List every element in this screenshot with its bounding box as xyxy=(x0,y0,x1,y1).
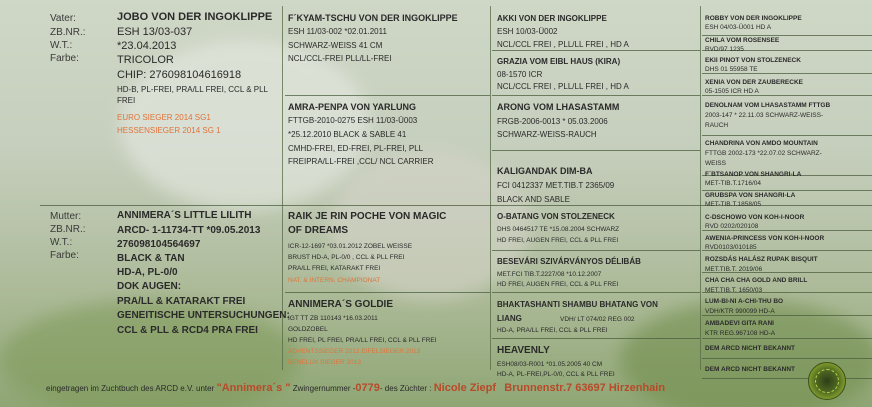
g4-line: RVD0103/010185 xyxy=(705,244,757,251)
ff-line: ESH 11/03-002 *02.01.2011 xyxy=(288,27,387,36)
g4-name: C-DSCHOWO VON KOH-I-NOOR xyxy=(705,214,805,221)
father-zb: ESH 13/03-037 xyxy=(117,26,193,38)
g4-name: EKII PINOT VON STOLZENECK xyxy=(705,57,801,64)
mm-title: BENELUX SIEGER 2013 xyxy=(288,359,361,366)
mmm-line: ESH08/03-R001 *01.05.2005 40 CM xyxy=(497,361,603,368)
g4-name: DEM ARCD NICHT BEKANNT xyxy=(705,366,796,373)
mother-hd: HD-A, PL-0/0 xyxy=(117,267,178,278)
mf-name: RAIK JE RIN POCHE VON MAGIC xyxy=(288,211,447,222)
ff-line: NCL/CCL-FREI PLL/LL-FREI xyxy=(288,54,392,63)
row-divider xyxy=(492,150,700,151)
g4-name: LUM-BI-NI A-CHI-THU BO xyxy=(705,298,784,305)
mmf-line: VDH/ LT 074/02 REG 002 xyxy=(560,316,635,323)
g4-line: RVD 0202/020108 xyxy=(705,223,759,230)
g4-line: RAUCH xyxy=(705,122,729,129)
footer-breeder: Nicole Ziepf xyxy=(433,382,497,394)
father-chip: CHIP: 276098104616918 xyxy=(117,69,242,81)
mother-gen: GENEITISCHE UNTERSUCHUNGEN: xyxy=(117,310,290,321)
fmm-line: FCI 0412337 MET.TIB.T 2365/09 xyxy=(497,181,615,190)
row-divider xyxy=(492,250,700,251)
g4-line: VDH/KTR 990099 HD-A xyxy=(705,308,775,315)
row-divider xyxy=(702,378,872,379)
footer-number: 0779 xyxy=(355,382,380,394)
mother-label: Mutter: xyxy=(50,211,82,222)
mother-farbe-label: Farbe: xyxy=(50,250,79,261)
mff-name: O-BATANG VON STOLZENECK xyxy=(497,212,615,221)
mff-line: DHS 0464517 TE *15.08.2004 SCHWARZ xyxy=(497,226,620,233)
father-label: Vater: xyxy=(50,13,76,24)
g4-line: WEISS xyxy=(705,160,726,167)
g4-name: F´BTSANOP VON SHANGRI-LA xyxy=(705,171,802,178)
g4-name: AMBADEVI GITA RANI xyxy=(705,320,774,327)
mmf-name-cont: LIANG xyxy=(497,314,522,323)
footer-line xyxy=(46,383,665,394)
mmf-name: BHAKTASHANTI SHAMBU BHATANG VON xyxy=(497,300,658,309)
father-health-cont: FREI xyxy=(117,96,136,105)
father-title: EURO SIEGER 2014 SG1 xyxy=(117,113,211,122)
father-zb-label: ZB.NR.: xyxy=(50,27,86,38)
ffm-line: NCL/CCL FREI , PLL/LL FREI , HD A xyxy=(497,82,629,91)
mmm-name: HEAVENLY xyxy=(497,345,550,356)
seal-ring xyxy=(815,369,839,393)
mother-zb: ARCD- 1-11734-TT *09.05.2013 xyxy=(117,225,261,236)
row-divider xyxy=(702,358,872,359)
mfm-name: BESEVÁRI SZIVÁRVÁNYOS DÉLIBÁB xyxy=(497,257,641,266)
father-farbe-label: Farbe: xyxy=(50,53,79,64)
row-divider xyxy=(702,338,872,339)
footer-kennel: "Annimera´s " xyxy=(216,382,291,394)
g4-line: MET.TIB.T. 2019/06 xyxy=(705,266,763,273)
g4-line: MET-TIB.T.1858/05 xyxy=(705,201,761,208)
g4-name: AWENIA-PRINCESS VON KOH-I-NOOR xyxy=(705,235,825,242)
ff-line: SCHWARZ-WEISS 41 CM xyxy=(288,41,383,50)
row-divider xyxy=(285,95,490,96)
g4-name: CHILA VOM ROSENSEE xyxy=(705,37,780,44)
ffm-name: GRAZIA VOM EIBL HAUS (KIRA) xyxy=(497,57,621,66)
father-wt: *23.04.2013 xyxy=(117,40,177,52)
father-farbe: TRICOLOR xyxy=(117,54,174,66)
mother-ccl: CCL & PLL & RCD4 PRA FREI xyxy=(117,325,258,336)
g4-name: ROZSDÁS HALÁSZ RUPAK BISQUIT xyxy=(705,256,818,263)
mf-name-cont: OF DREAMS xyxy=(288,225,348,236)
footer-address: Brunnenstr.7 63697 Hirzenhain xyxy=(504,382,666,394)
footer-text: - des Züchter : xyxy=(379,384,432,393)
g4-name: DEM ARCD NICHT BEKANNT xyxy=(705,345,796,352)
g4-line: DHS 01 55958 TE xyxy=(705,66,758,73)
mm-line: IGT TT ZB 110143 *16.03.2011 xyxy=(288,315,378,322)
g4-line: MET.TIB.T. 1650/03 xyxy=(705,287,763,294)
row-divider xyxy=(702,190,872,191)
ff-name: F´KYAM-TSCHU VON DER INGOKLIPPE xyxy=(288,13,458,23)
row-divider xyxy=(702,135,872,136)
footer-text: eingetragen im Zuchtbuch des ARCD e.V. unter xyxy=(46,384,215,393)
g4-line: ESH 04/03-Ü001 HD A xyxy=(705,24,772,31)
mother-name: ANNIMERA´S LITTLE LILITH xyxy=(117,210,252,221)
mf-title: NAT. & INTERN. CHAMPIONAT xyxy=(288,277,381,284)
fff-line: NCL/CCL FREI , PLL/LL FREI , HD A xyxy=(497,40,629,49)
fff-name: AKKI VON DER INGOKLIPPE xyxy=(497,14,607,23)
fm-line: FREIPRA/LL-FREI ,CCL/ NCL CARRIER xyxy=(288,157,434,166)
row-divider xyxy=(492,50,700,51)
row-divider xyxy=(702,35,872,36)
father-name: JOBO VON DER INGOKLIPPE xyxy=(117,11,273,23)
g4-name: XENIA VON DER ZAUBERECKE xyxy=(705,79,803,86)
father-wt-label: W.T.: xyxy=(50,40,73,51)
g4-line: KTR REG.967108 HD-A xyxy=(705,330,776,337)
mfm-line: HD FREI, AUGEN FREI, CCL & PLL FREI xyxy=(497,281,619,288)
g4-name: ROBBY VON DER INGOKLIPPE xyxy=(705,15,802,22)
mother-wt-label: W.T.: xyxy=(50,237,73,248)
row-divider xyxy=(492,95,700,96)
column-divider xyxy=(490,6,491,370)
mf-line: PRA/LL FREI, KATARAKT FREI xyxy=(288,265,381,272)
mother-farbe: BLACK & TAN xyxy=(117,253,185,264)
row-divider xyxy=(492,292,700,293)
g4-line: RVD/97 1235 xyxy=(705,46,744,53)
fm-line: FTTGB-2010-0275 ESH 11/03-Ü003 xyxy=(288,116,418,125)
mm-line: GOLDZOBEL xyxy=(288,326,328,333)
club-seal-icon xyxy=(808,362,846,400)
mff-line: HD FREI, AUGEN FREI, CCL & PLL FREI xyxy=(497,237,619,244)
fmm-line: BLACK AND SABLE xyxy=(497,195,570,204)
mmm-line: HD-A, PL-FREI,PL-0/0, CCL & PLL FREI xyxy=(497,371,615,378)
father-health: HD-B, PL-FREI, PRA/LL FREI, CCL & PLL xyxy=(117,85,269,94)
ffm-line: 08-1570 ICR xyxy=(497,70,543,79)
mm-title: ADVENTSSIEGER 2012 EIFELSIEGER 2013 xyxy=(288,348,421,355)
fmm-name: KALIGANDAK DIM-BA xyxy=(497,166,593,176)
footer-text: Zwingernummer - xyxy=(292,384,356,393)
father-title: HESSENSIEGER 2014 SG 1 xyxy=(117,126,221,135)
mother-chip: 276098104564697 xyxy=(117,239,201,250)
fm-line: *25.12.2010 BLACK & SABLE 41 xyxy=(288,130,407,139)
fm-line: CMHD-FREI, ED-FREI, PL-FREI, PLL xyxy=(288,144,424,153)
mother-pra: PRA/LL & KATARAKT FREI xyxy=(117,296,246,307)
fff-line: ESH 10/03-Ü002 xyxy=(497,27,558,36)
mm-name: ANNIMERA´S GOLDIE xyxy=(288,299,393,310)
mf-line: ICR-12-1697 *03.01.2012 ZOBEL WEISSE xyxy=(288,243,413,250)
column-divider xyxy=(700,6,701,370)
mother-dok: DOK AUGEN: xyxy=(117,281,182,292)
mfm-line: MET.FCI TIB.T.2227/08 *10.12.2007 xyxy=(497,271,602,278)
fmf-line: FRGB-2006-0013 * 05.03.2006 xyxy=(497,117,608,126)
row-divider xyxy=(492,338,700,339)
g4-line: 2003-147 * 22.11.03 SCHWARZ-WEISS- xyxy=(705,112,824,119)
row-divider xyxy=(285,292,490,293)
mother-zb-label: ZB.NR.: xyxy=(50,224,86,235)
g4-name: DENOLNAM VOM LHASASTAMM FTTGB xyxy=(705,102,831,109)
fm-name: AMRA-PENPA VON YARLUNG xyxy=(288,102,417,112)
mf-line: BRUST HD-A, PL-0/0 , CCL & PLL FREI xyxy=(288,254,405,261)
fmf-line: SCHWARZ-WEISS-RAUCH xyxy=(497,130,597,139)
g4-line: MET-TIB.T.1716/04 xyxy=(705,180,761,187)
g4-line: FTTGB 2002-173 *22.07.02 SCHWARZ- xyxy=(705,150,822,157)
g4-name: GRUBSPA VON SHANGRI-LA xyxy=(705,192,796,199)
g4-name: CHA CHA CHA GOLD AND BRILL xyxy=(705,277,808,284)
g4-line: 05-1505 ICR HD A xyxy=(705,88,759,95)
mm-line: HD FREI, PL FREI, PRA/LL FREI, CCL & PLL FREI xyxy=(288,337,437,344)
mmf-line: HD-A, PRA/LL FREI, CCL & PLL FREI xyxy=(497,327,608,334)
g4-name: CHANDRINA VON AMDO MOUNTAIN xyxy=(705,140,818,147)
fmf-name: ARONG VOM LHASASTAMM xyxy=(497,102,620,112)
